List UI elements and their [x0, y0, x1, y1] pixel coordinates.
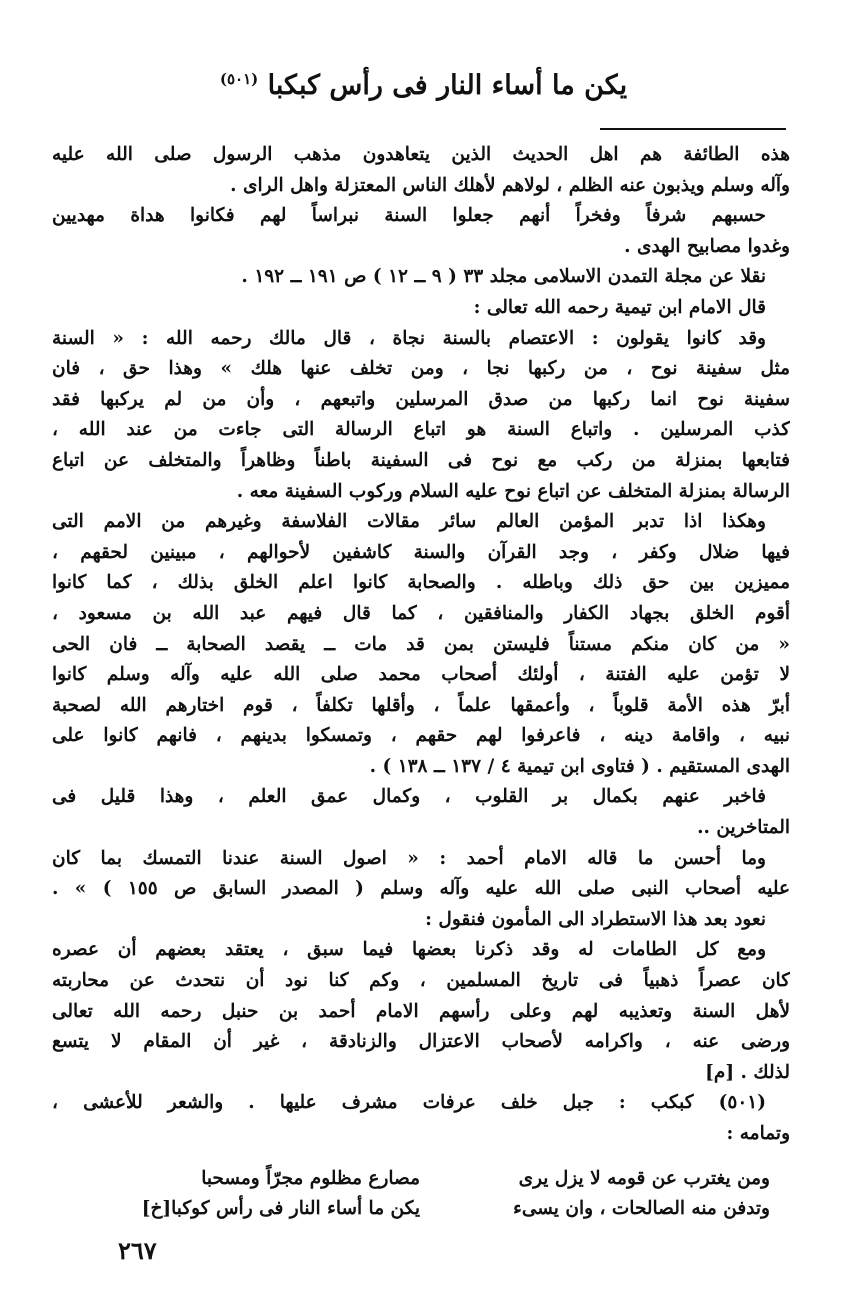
page-title: [0, 70, 847, 101]
text-line: الرسالة بمنزلة المتخلف عن اتباع نوح عليه السلام وركوب السفينة معه .: [236, 480, 790, 502]
text-line: لذلك . [م]: [705, 1061, 790, 1083]
body-text: [52, 140, 790, 1150]
text-line: نعود بعد هذا الاستطراد الى المأمون فنقول :: [425, 908, 766, 930]
text-line: هذه الطائفة هم اهل الحديث الذين يتعاهدون مذهب الرسول صلى الله عليه: [52, 144, 790, 165]
text-line: أقوم الخلق بجهاد الكفار والمنافقين ، كما قال فيهم عبد الله بن مسعود ،: [52, 602, 790, 624]
text-line: كذب المرسلين . واتباع السنة هو اتباع الرسالة التى جاءت من عند الله ،: [52, 419, 790, 441]
text-line: مثل سفينة نوح ، من ركبها نجا ، ومن تخلف عنها هلك » وهذا حق ، فان: [52, 358, 790, 380]
text-line: حسبهم شرفاً وفخراً أنهم جعلوا السنة نبراساً لهم فكانوا هداة مهديين: [52, 205, 766, 227]
paragraph: [52, 1088, 790, 1149]
text-line: وما أحسن ما قاله الامام أحمد : « اصول السنة عندنا التمسك بما كان: [52, 847, 766, 869]
title-text: يكن ما أساء النار فى رأس كبكبا: [267, 70, 628, 101]
text-line: ومع كل الطامات له وقد ذكرنا بعضها فيما سبق ، يعتقد بعضهم أن عصره: [52, 939, 766, 961]
text-line: عليه أصحاب النبى صلى الله عليه وآله وسلم ( المصدر السابق ص ١٥٥ ) » .: [52, 878, 790, 900]
text-line: قال الامام ابن تيمية رحمه الله تعالى :: [473, 296, 766, 318]
text-line: وهكذا اذا تدبر المؤمن العالم سائر مقالات الفلاسفة وغيرهم من الامم التى: [52, 511, 766, 533]
paragraph: [52, 262, 790, 323]
text-line: سفينة نوح انما ركبها من صدق المرسلين واتبعهم ، وأن من لم يركبها فقد: [52, 388, 790, 410]
paragraph: [52, 324, 790, 508]
paragraph: [52, 507, 790, 782]
paragraph: [52, 201, 790, 262]
text-line: لا تؤمن عليه الفتنة ، أولئك أصحاب محمد صلى الله عليه وآله وسلم كانوا: [52, 664, 790, 686]
poem-verse: [100, 1194, 770, 1224]
text-line: وتمامه :: [726, 1123, 790, 1144]
text-line: الهدى المستقيم . ( فتاوى ابن تيمية ٤ / ١٣٧ ــ ١٣٨ ) .: [369, 755, 790, 777]
poem: [100, 1164, 770, 1224]
footnote-reference: (٥٠١): [219, 70, 259, 88]
verse-second-hemistich: يكن ما أساء النار فى رأس كوكبا[خ]: [141, 1198, 420, 1219]
text-line: لأهل السنة وتعذيبه لهم وعلى رأسهم الامام أحمد بن حنبل رحمه الله تعالى: [52, 1000, 790, 1022]
text-line: ورضى عنه ، واكرامه لأصحاب الاعتزال والزنادقة ، غير أن المقام لا يتسع: [52, 1031, 790, 1053]
text-line: « من كان منكم مستناً فليستن بمن قد مات ــ يقصد الصحابة ــ فان الحى: [52, 633, 790, 655]
text-line: فاخبر عنهم بكمال بر القلوب ، وكمال عمق العلم ، وهذا قليل فى: [52, 786, 766, 808]
text-line: المتاخرين ..: [697, 817, 790, 839]
text-line: وآله وسلم ويذبون عنه الظلم ، لولاهم لأهلك الناس المعتزلة واهل الراى .: [230, 174, 790, 196]
verse-second-hemistich: مصارع مظلوم مجرّاً ومسحبا: [201, 1168, 420, 1189]
text-line: وقد كانوا يقولون : الاعتصام بالسنة نجاة ، قال مالك رحمه الله : « السنة: [52, 327, 766, 349]
text-line: وغدوا مصابيح الهدى .: [624, 235, 790, 257]
title-rule: [600, 128, 786, 130]
text-line: أبرّ هذه الأمة قلوباً ، وأعمقها علماً ، وأقلها تكلفاً ، قوم اختارهم الله لصحبة: [52, 694, 790, 716]
poem-verse: [100, 1164, 770, 1194]
text-line: نقلا عن مجلة التمدن الاسلامى مجلد ٣٣ ( ٩ ــ ١٢ ) ص ١٩١ ــ ١٩٢ .: [241, 266, 766, 288]
text-line: فيها ضلال وكفر ، وجد القرآن والسنة كاشفين لأحوالهم ، مبينين لحقهم ،: [52, 541, 790, 563]
paragraph: [52, 935, 790, 1088]
paragraph: [52, 844, 790, 936]
text-line: مميزين بين حق ذلك وباطله . والصحابة كانوا اعلم الخلق بذلك ، كما كانوا: [52, 572, 790, 594]
text-line: فتابعها بمنزلة من ركب مع نوح فى السفينة باطناً وظاهراً والمتخلف عن اتباع: [52, 449, 790, 471]
verse-first-hemistich: ومن يغترب عن قومه لا يزل يرى: [518, 1168, 770, 1189]
text-line: نبيه ، واقامة دينه ، فاعرفوا لهم حقهم ، وتمسكوا بدينهم ، فانهم كانوا على: [52, 725, 790, 747]
text-line: (٥٠١) كبكب : جبل خلف عرفات مشرف عليها . والشعر للأعشى ،: [52, 1092, 766, 1114]
page-number: ٢٦٧: [118, 1236, 157, 1265]
text-line: كان عصراً ذهبياً فى تاريخ المسلمين ، وكم كنا نود أن نتحدث عن محاربته: [52, 970, 790, 992]
verse-first-hemistich: وتدفن منه الصالحات ، وان يسىء: [513, 1198, 770, 1219]
paragraph: [52, 782, 790, 843]
paragraph: [52, 140, 790, 201]
